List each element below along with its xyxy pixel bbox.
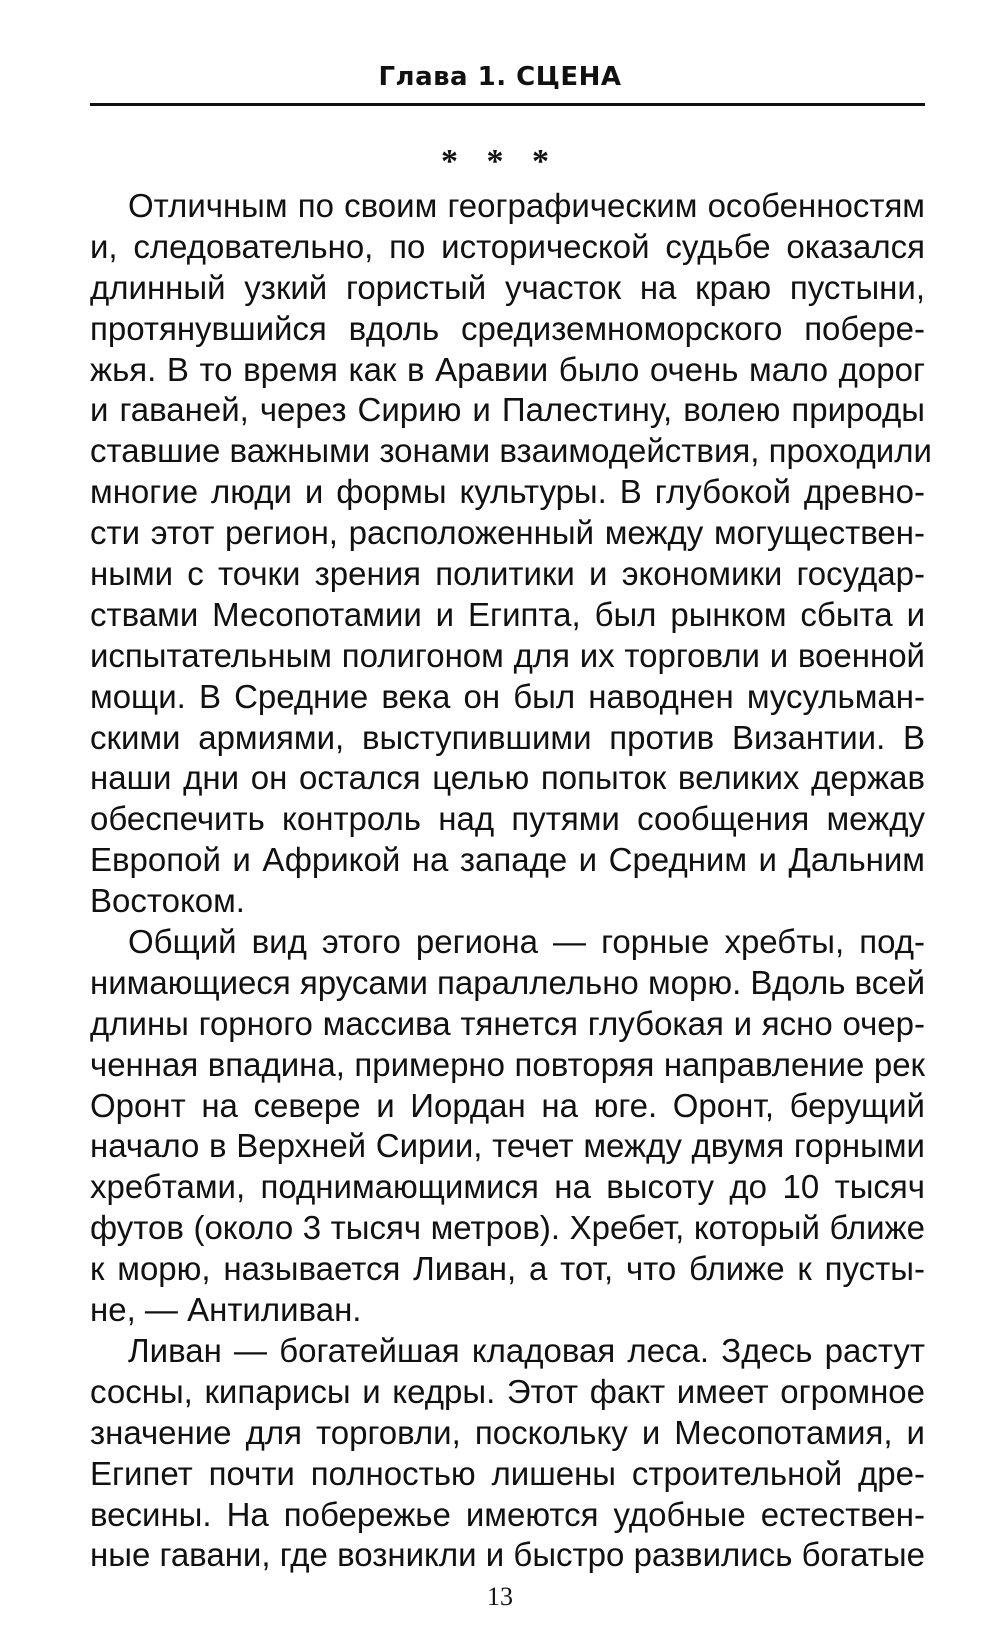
text-line: весины. На побережье имеются удобные естествен- — [90, 1495, 925, 1533]
text-line: Общий вид этого региона — горные хребты, под- — [128, 923, 925, 961]
text-line: ченная впадина, примерно повторяя направление рек — [90, 1045, 925, 1083]
text-line: Отличным по своим географическим особенностям — [128, 187, 925, 224]
text-line: наши дни он остался целью попыток великих держав — [90, 759, 925, 797]
text-line: и гаваней, через Сирию и Палестину, волею природы — [90, 391, 925, 429]
text-line: ными с точки зрения политики и экономики государ- — [90, 555, 925, 593]
text-line: сти этот регион, расположенный между могуществен- — [90, 514, 925, 552]
section-separator: * * * — [441, 143, 559, 180]
paragraph-3 — [90, 1331, 925, 1576]
text-line: Европой и Африкой на западе и Средним и Дальним — [90, 841, 925, 879]
text-line: длинный узкий гористый участок на краю пустыни, — [90, 268, 925, 306]
text-line: хребтами, поднимающимися на высоту до 10 тысяч — [90, 1168, 925, 1206]
text-line: Оронт на севере и Иордан на юге. Оронт, берущий — [90, 1086, 925, 1124]
text-line: Ливан — богатейшая кладовая леса. Здесь растут — [128, 1331, 925, 1369]
text-line: нимающиеся ярусами параллельно морю. Вдоль всей — [90, 963, 926, 1001]
text-line: мощи. В Средние века он был наводнен мусульман- — [90, 677, 925, 715]
text-line: Египет почти полностью лишены строительной дре- — [90, 1454, 925, 1492]
page-number: 13 — [487, 1582, 513, 1611]
text-line: скими армиями, выступившими против Византии. В — [90, 718, 925, 756]
text-line: ствами Месопотамии и Египта, был рынком сбыта и — [90, 595, 925, 633]
text-line: начало в Верхней Сирии, течет между двумя горными — [90, 1127, 925, 1165]
text-line: испытательным полигоном для их торговли и военной — [90, 636, 925, 674]
text-line: не, — Антиливан. — [90, 1291, 362, 1329]
text-line: значение для торговли, поскольку и Месопотамия, и — [90, 1413, 925, 1451]
text-line: футов (около 3 тысяч метров). Хребет, который ближе — [90, 1209, 925, 1247]
text-line: обеспечить контроль над путями сообщения между — [90, 800, 925, 838]
text-line: многие люди и формы культуры. В глубокой древно- — [90, 473, 925, 511]
text-line: и, следовательно, по исторической судьбе оказался — [90, 227, 925, 265]
text-line: ные гавани, где возникли и быстро развились богатые — [90, 1536, 925, 1574]
paragraph-1 — [90, 186, 932, 922]
text-line: сосны, кипарисы и кедры. Этот факт имеет огромное — [90, 1372, 925, 1410]
text-line: протянувшийся вдоль средиземноморского побере- — [90, 309, 925, 347]
running-head: Глава 1. СЦЕНА — [378, 62, 622, 92]
text-line: Востоком. — [90, 882, 245, 920]
text-line: к морю, называется Ливан, а тот, что ближе к пусты- — [90, 1250, 925, 1288]
text-line: жья. В то время как в Аравии было очень мало дорог — [90, 350, 925, 388]
text-line: ставшие важными зонами взаимодействия, проходили — [90, 432, 932, 470]
text-line: длины горного массива тянется глубокая и ясно очер- — [90, 1004, 925, 1042]
header-rule — [90, 103, 925, 106]
paragraph-2 — [90, 922, 925, 1331]
body-text — [90, 186, 932, 1576]
